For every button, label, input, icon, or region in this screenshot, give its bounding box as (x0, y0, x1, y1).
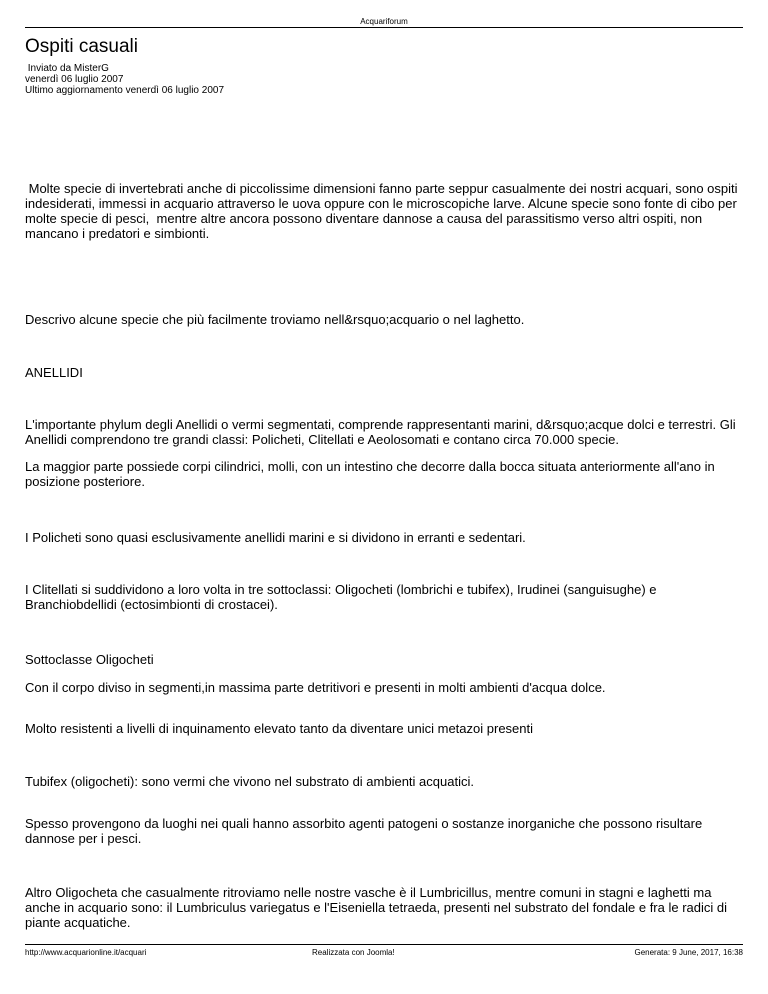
paragraph-lumbricillus: Altro Oligocheta che casualmente ritroviamo nelle nostre vasche è il Lumbricillus, mentre comuni in stagni e laghetti ma anche in acquario sono: il Lumbriculus variegatus e l'Eiseniella tetraeda, presenti nel substrato del fondale e fra le radici di piante acquatiche. (25, 885, 727, 930)
paragraph-intro: Molte specie di invertebrati anche di piccolissime dimensioni fanno parte seppur casualmente dei nostri acquari, sono ospiti indesiderati, immessi in acquario attraverso le uova oppure con le microscopiche larve. Alcune specie sono fonte di cibo per molte specie di pesci, mentre altre ancora possono diventare dannose a causa del parassitismo verso altri ospiti, non mancano i predatori e simbionti. (25, 181, 742, 241)
paragraph-anellidi-phylum: L'importante phylum degli Anellidi o vermi segmentati, comprende rappresentanti marini, d&rsquo;acque dolci e terrestri. Gli Anellidi comprendono tre grandi classi: Policheti, Clitellati e Aeolosomati e contano circa 70.000 specie. (25, 417, 736, 447)
site-header: Acquariforum (360, 17, 408, 26)
date-line: venerdì 06 luglio 2007 (25, 74, 124, 85)
updated-line: Ultimo aggiornamento venerdì 06 luglio 2007 (25, 85, 225, 96)
paragraph-patogeni: Spesso provengono da luoghi nei quali hanno assorbito agenti patogeni o sostanze inorganiche che possono risultare dannose per i pesci. (25, 816, 703, 846)
document-page (25, 0, 743, 994)
paragraph-clitellati: I Clitellati si suddividono a loro volta in tre sottoclassi: Oligocheti (lombrichi e tubifex), Irudinei (sanguisughe) e Branchiobdellidi (ectosimbionti di crostacei). (25, 582, 657, 612)
footer-powered-by: Realizzata con Joomla! (312, 948, 395, 957)
section-heading-anellidi: ANELLIDI (25, 365, 83, 380)
paragraph-oligocheti-resistenti: Molto resistenti a livelli di inquinamento elevato tanto da diventare unici metazoi presenti (25, 721, 534, 736)
paragraph-oligocheti-corpo: Con il corpo diviso in segmenti,in massima parte detritivori e presenti in molti ambienti d'acqua dolce. (25, 680, 606, 695)
header-divider (25, 27, 743, 28)
footer-divider (25, 944, 743, 945)
footer-url: http://www.acquarionline.it/acquari (25, 948, 147, 957)
paragraph-description: Descrivo alcune specie che più facilmente troviamo nell&rsquo;acquario o nel laghetto. (25, 312, 525, 327)
author-line: Inviato da MisterG (25, 63, 109, 74)
paragraph-anellidi-body: La maggior parte possiede corpi cilindrici, molli, con un intestino che decorre dalla bocca situata anteriormente all'ano in posizione posteriore. (25, 459, 715, 489)
paragraph-policheti: I Policheti sono quasi esclusivamente anellidi marini e si dividono in erranti e sedentari. (25, 530, 526, 545)
article-meta (25, 63, 224, 96)
footer-generated: Generata: 9 June, 2017, 16:38 (634, 948, 743, 957)
paragraph-tubifex: Tubifex (oligocheti): sono vermi che vivono nel substrato di ambienti acquatici. (25, 774, 474, 789)
article-title: Ospiti casuali (25, 36, 138, 57)
section-heading-oligocheti: Sottoclasse Oligocheti (25, 652, 154, 667)
